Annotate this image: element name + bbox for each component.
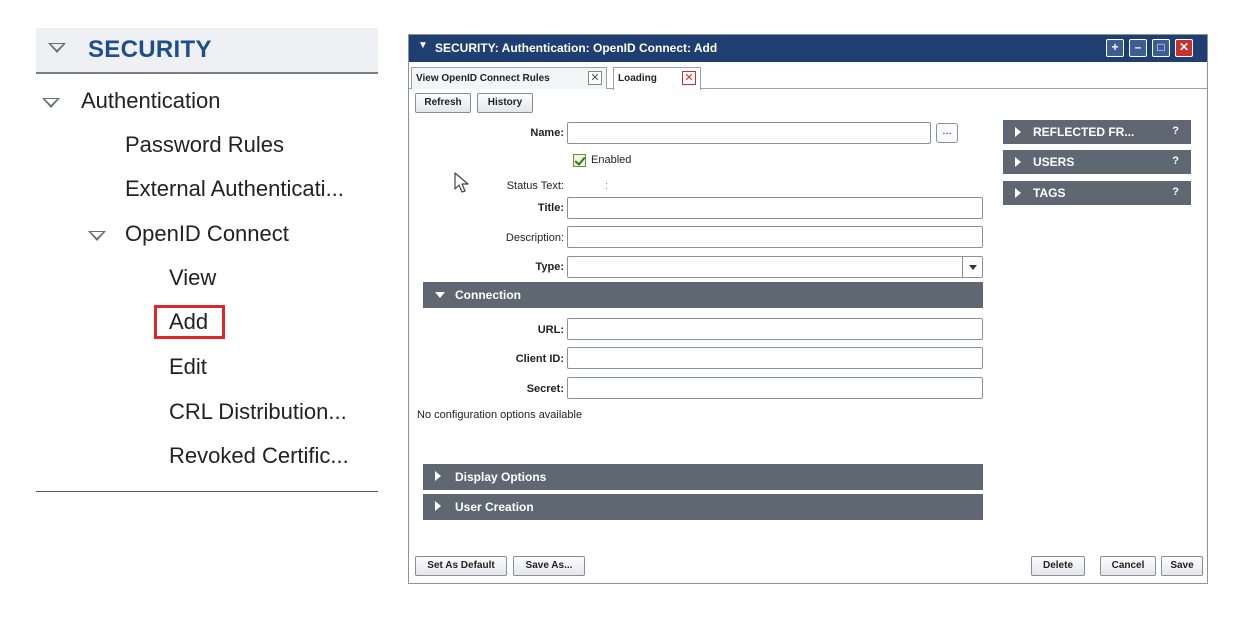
- cancel-button[interactable]: Cancel: [1100, 556, 1156, 576]
- expand-arrow-icon: [1015, 157, 1021, 167]
- description-field[interactable]: [567, 226, 983, 248]
- titlebar-caret-icon[interactable]: ▼: [418, 40, 428, 51]
- close-window-button[interactable]: ✕: [1175, 39, 1193, 57]
- refresh-button[interactable]: Refresh: [415, 93, 471, 113]
- tab-loading[interactable]: Loading ✕: [613, 67, 701, 90]
- connection-section-header[interactable]: [423, 282, 983, 308]
- no-config-message: No configuration options available: [417, 409, 583, 421]
- openid-connect-add-window: [408, 34, 1208, 584]
- history-button[interactable]: History: [477, 93, 533, 113]
- nav-item-authentication[interactable]: Authentication: [81, 88, 221, 113]
- secret-label: Secret:: [526, 383, 564, 395]
- help-icon[interactable]: ?: [1172, 125, 1179, 137]
- save-button[interactable]: Save: [1161, 556, 1203, 576]
- title-field[interactable]: [567, 197, 983, 219]
- tab-bar: [409, 63, 1207, 89]
- expand-triangle-icon[interactable]: [88, 231, 106, 241]
- security-section-title: SECURITY: [88, 36, 212, 63]
- nav-item-view[interactable]: View: [169, 265, 217, 290]
- dropdown-arrow-icon[interactable]: [962, 257, 982, 277]
- tags-panel-header[interactable]: [1003, 181, 1191, 205]
- nav-divider: [36, 491, 378, 492]
- secret-field[interactable]: [567, 377, 983, 399]
- expand-arrow-icon: [1015, 127, 1021, 137]
- expand-arrow-icon: [1015, 188, 1021, 198]
- nav-item-revoked-certificates[interactable]: Revoked Certific...: [169, 443, 349, 468]
- close-tab-icon[interactable]: ✕: [682, 71, 696, 85]
- browse-button[interactable]: ...: [936, 123, 958, 143]
- type-label: Type:: [535, 261, 564, 273]
- minimize-button[interactable]: –: [1129, 39, 1147, 57]
- expand-triangle-icon[interactable]: [42, 98, 60, 108]
- nav-item-password-rules[interactable]: Password Rules: [125, 132, 284, 157]
- enabled-label: Enabled: [591, 154, 632, 166]
- display-options-title: Display Options: [455, 470, 547, 484]
- nav-item-openid-connect[interactable]: OpenID Connect: [125, 221, 289, 246]
- security-section-header[interactable]: [36, 28, 378, 74]
- tags-panel-title: TAGS: [1033, 186, 1066, 200]
- clipped-nav-item: [52, 482, 252, 491]
- help-icon[interactable]: ?: [1172, 186, 1179, 198]
- nav-item-add[interactable]: Add: [154, 305, 225, 339]
- url-label: URL:: [537, 324, 564, 336]
- collapse-triangle-icon[interactable]: [48, 43, 66, 53]
- expand-arrow-icon: [435, 471, 441, 481]
- set-as-default-button[interactable]: Set As Default: [415, 556, 507, 576]
- window-title: SECURITY: Authentication: OpenID Connect: Add: [435, 41, 718, 55]
- connection-section-title: Connection: [455, 288, 521, 302]
- mouse-pointer-icon: [454, 172, 470, 194]
- nav-item-crl-distribution[interactable]: CRL Distribution...: [169, 399, 347, 424]
- nav-item-edit[interactable]: Edit: [169, 354, 207, 379]
- description-label: Description:: [505, 232, 564, 244]
- users-panel-title: USERS: [1033, 155, 1075, 169]
- enabled-checkbox[interactable]: [573, 154, 586, 167]
- name-label: Name:: [530, 127, 564, 139]
- user-creation-section-header[interactable]: [423, 494, 983, 520]
- client-id-label: Client ID:: [515, 353, 564, 365]
- display-options-section-header[interactable]: [423, 464, 983, 490]
- name-field[interactable]: [567, 122, 931, 144]
- help-icon[interactable]: ?: [1172, 155, 1179, 167]
- nav-item-external-authentication[interactable]: External Authenticati...: [125, 176, 344, 201]
- collapse-arrow-icon: [435, 292, 445, 298]
- tab-view-openid-connect-rules[interactable]: View OpenID Connect Rules ✕: [411, 67, 607, 89]
- title-label: Title:: [537, 202, 564, 214]
- security-nav-tree: [36, 26, 378, 496]
- reflected-panel-header[interactable]: [1003, 120, 1191, 144]
- expand-arrow-icon: [435, 501, 441, 511]
- url-field[interactable]: [567, 318, 983, 340]
- window-titlebar: [409, 35, 1207, 62]
- client-id-field[interactable]: [567, 347, 983, 369]
- delete-button[interactable]: Delete: [1031, 556, 1085, 576]
- maximize-button[interactable]: □: [1152, 39, 1170, 57]
- save-as-button[interactable]: Save As...: [513, 556, 585, 576]
- status-text-value: :: [605, 180, 609, 192]
- close-tab-icon[interactable]: ✕: [588, 71, 602, 85]
- type-dropdown[interactable]: [567, 256, 983, 278]
- users-panel-header[interactable]: [1003, 150, 1191, 174]
- user-creation-title: User Creation: [455, 500, 534, 514]
- reflected-panel-title: REFLECTED FR...: [1033, 125, 1135, 139]
- add-window-button[interactable]: +: [1106, 39, 1124, 57]
- status-text-label: Status Text:: [506, 180, 564, 192]
